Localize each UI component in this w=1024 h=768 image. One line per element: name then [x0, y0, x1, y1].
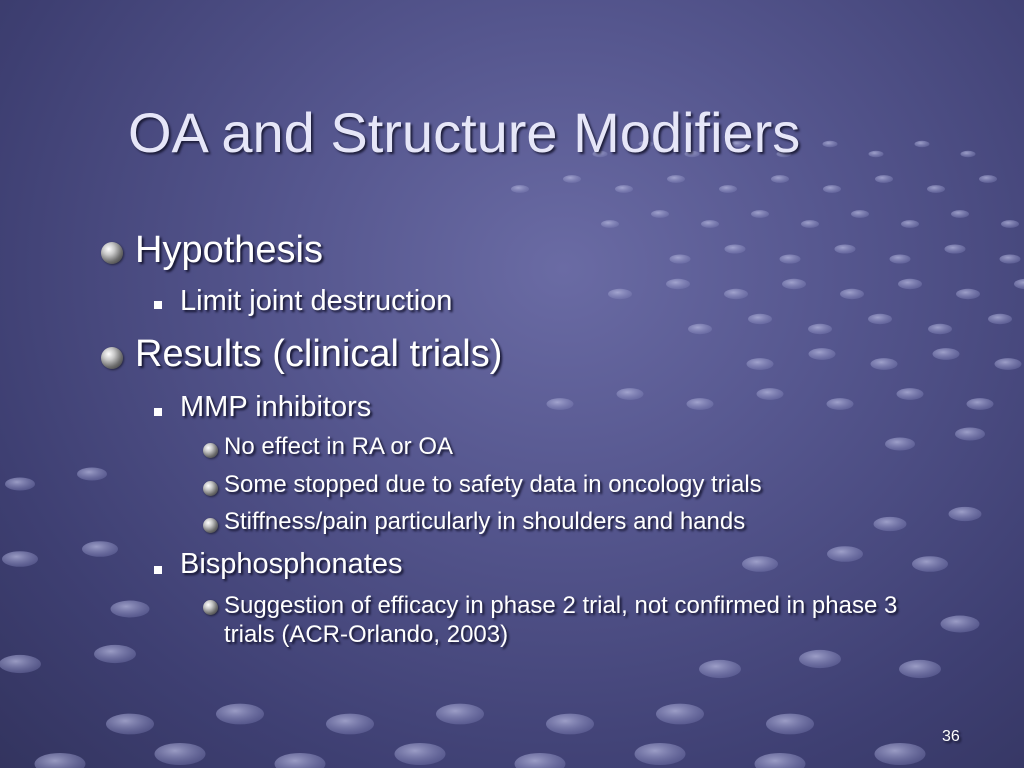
slide-title: OA and Structure Modifiers	[128, 101, 801, 164]
background-dot	[927, 185, 945, 193]
sub-bullet-bisphosphonates: Bisphosphonates	[180, 548, 403, 580]
sub-sub-bullet-stiffness: Stiffness/pain particularly in shoulders and hands	[224, 508, 746, 535]
background-dot	[979, 175, 997, 183]
background-dot	[511, 185, 529, 193]
bullet-hypothesis: Hypothesis	[135, 229, 323, 271]
background-dot	[875, 175, 893, 183]
sub-sub-bullet-no-effect: No effect in RA or OA	[224, 433, 453, 460]
background-dot	[1000, 254, 1021, 263]
background-dot	[823, 185, 841, 193]
background-dot	[617, 388, 644, 400]
background-dot	[868, 314, 892, 324]
background-dot	[945, 244, 966, 253]
background-dot	[547, 398, 574, 410]
background-dot	[35, 753, 86, 768]
background-dot	[5, 478, 35, 491]
background-dot	[851, 210, 869, 218]
background-dot	[799, 650, 841, 668]
small-sphere-bullet-icon	[203, 481, 218, 496]
background-dot	[827, 398, 854, 410]
background-dot	[670, 254, 691, 263]
background-dot	[928, 324, 952, 334]
background-dot	[747, 358, 774, 370]
background-dot	[82, 541, 118, 557]
background-dot	[771, 175, 789, 183]
sub-sub-bullet-suggestion: Suggestion of efficacy in phase 2 trial, not confirmed in phase 3 trials (ACR-Orlando, 2003)	[224, 592, 898, 648]
background-dot	[111, 601, 150, 618]
background-dot	[956, 289, 980, 299]
background-dot	[701, 220, 719, 228]
background-dot	[77, 468, 107, 481]
background-dot	[869, 151, 884, 158]
background-dot	[326, 714, 374, 735]
square-bullet-icon	[154, 566, 162, 574]
background-dot	[901, 220, 919, 228]
small-sphere-bullet-icon	[203, 518, 218, 533]
square-bullet-icon	[154, 408, 162, 416]
background-dot	[840, 289, 864, 299]
slide-number: 36	[942, 728, 960, 745]
background-dot	[933, 348, 960, 360]
background-dot	[897, 388, 924, 400]
background-dot	[988, 314, 1012, 324]
background-dot	[755, 753, 806, 768]
background-dot	[871, 358, 898, 370]
background-dot	[748, 314, 772, 324]
background-dot	[94, 645, 136, 663]
background-dot	[688, 324, 712, 334]
sphere-bullet-icon	[101, 347, 123, 369]
background-dot	[699, 660, 741, 678]
background-dot	[955, 428, 985, 441]
background-dot	[563, 175, 581, 183]
background-dot	[2, 551, 38, 567]
background-dot	[751, 210, 769, 218]
background-dot	[898, 279, 922, 289]
background-dot	[874, 517, 907, 531]
sphere-bullet-icon	[101, 242, 123, 264]
background-dot	[967, 398, 994, 410]
background-dot	[912, 556, 948, 572]
background-dot	[809, 348, 836, 360]
background-dot	[766, 714, 814, 735]
background-dot	[1001, 220, 1019, 228]
background-dot	[885, 438, 915, 451]
background-dot	[1014, 279, 1024, 289]
background-dot	[724, 289, 748, 299]
small-sphere-bullet-icon	[203, 600, 218, 615]
background-dot	[951, 210, 969, 218]
background-dot	[608, 289, 632, 299]
square-bullet-icon	[154, 301, 162, 309]
background-dot	[808, 324, 832, 334]
sub-sub-bullet-some-stopped: Some stopped due to safety data in oncology trials	[224, 471, 762, 498]
background-dot	[875, 743, 926, 765]
background-dot	[436, 704, 484, 725]
background-dot	[155, 743, 206, 765]
background-dot	[725, 244, 746, 253]
background-dot	[275, 753, 326, 768]
background-dot	[899, 660, 941, 678]
background-dot	[515, 753, 566, 768]
background-dot	[823, 141, 838, 148]
background-dot	[835, 244, 856, 253]
background-dot	[941, 616, 980, 633]
background-dot	[0, 655, 41, 673]
background-dot	[961, 151, 976, 158]
background-dot	[635, 743, 686, 765]
background-dot	[995, 358, 1022, 370]
small-sphere-bullet-icon	[203, 443, 218, 458]
background-dot	[395, 743, 446, 765]
background-dot	[106, 714, 154, 735]
background-dot	[656, 704, 704, 725]
background-dot	[651, 210, 669, 218]
background-dot	[601, 220, 619, 228]
background-dot	[780, 254, 801, 263]
background-dot	[615, 185, 633, 193]
sub-bullet-mmp-inhibitors: MMP inhibitors	[180, 391, 372, 423]
background-dot	[949, 507, 982, 521]
background-dot	[719, 185, 737, 193]
background-dot	[890, 254, 911, 263]
background-dot	[801, 220, 819, 228]
background-dot	[687, 398, 714, 410]
background-dot	[782, 279, 806, 289]
background-dot	[546, 714, 594, 735]
background-dot	[915, 141, 930, 148]
background-dot	[742, 556, 778, 572]
background-dot	[667, 175, 685, 183]
background-dot	[666, 279, 690, 289]
background-dot	[216, 704, 264, 725]
sub-bullet-limit-joint: Limit joint destruction	[180, 285, 453, 317]
bullet-results: Results (clinical trials)	[135, 333, 503, 375]
background-dot	[757, 388, 784, 400]
background-dot	[827, 546, 863, 562]
